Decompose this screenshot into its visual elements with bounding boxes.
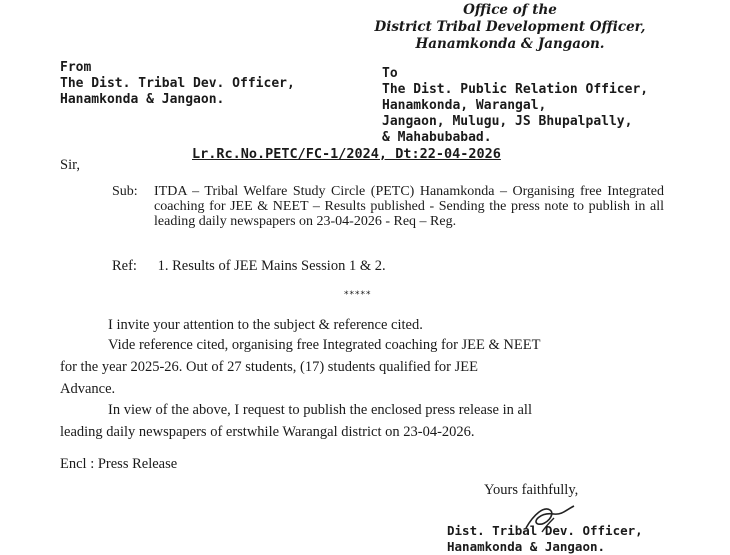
office-header xyxy=(340,2,680,53)
ref-block xyxy=(112,255,664,277)
from-line-1: The Dist. Tribal Dev. Officer, xyxy=(60,76,295,91)
signatory-line-2: Hanamkonda & Jangaon. xyxy=(447,539,606,554)
office-line-2: District Tribal Development Officer, xyxy=(374,19,646,35)
subject-text: ITDA – Tribal Welfare Study Circle (PETC) Hanamkonda – Organising free Integrated coaching for JEE & NEET – Results published - Sending the press note to publish in all leading daily newspapers on 23-04-2026 - Req – Reg. xyxy=(154,184,664,229)
paragraph-3-line-1: In view of the above, I request to publish the enclosed press release in all xyxy=(108,402,532,418)
paragraph-2-line-1: Vide reference cited, organising free Integrated coaching for JEE & NEET xyxy=(108,337,541,353)
salutation: Sir, xyxy=(60,157,80,173)
from-label: From xyxy=(60,60,92,75)
from-block xyxy=(60,60,295,108)
reference-number: Lr.Rc.No.PETC/FC-1/2024, Dt:22-04-2026 xyxy=(192,146,501,162)
to-line-2: Hanamkonda, Warangal, xyxy=(382,98,547,113)
signatory-block xyxy=(447,523,643,555)
paragraph-2-line-3: Advance. xyxy=(60,381,116,397)
paragraph-2-line-2: for the year 2025-26. Out of 27 students, (17) students qualified for JEE xyxy=(60,359,478,375)
paragraph-1: I invite your attention to the subject & reference cited. xyxy=(108,317,423,333)
to-label: To xyxy=(382,66,398,81)
ref-label: Ref: xyxy=(112,258,137,274)
office-line-1: Office of the xyxy=(463,2,557,18)
to-line-4: & Mahabubabad. xyxy=(382,130,492,145)
ref-text: 1. Results of JEE Mains Session 1 & 2. xyxy=(157,258,386,274)
enclosure: Encl : Press Release xyxy=(60,456,178,472)
to-line-1: The Dist. Public Relation Officer, xyxy=(382,82,649,97)
subject-label: Sub: xyxy=(112,184,138,199)
to-line-3: Jangaon, Mulugu, JS Bhupalpally, xyxy=(382,114,633,129)
from-line-2: Hanamkonda & Jangaon. xyxy=(60,92,225,107)
signatory-line-1: Dist. Tribal Dev. Officer, xyxy=(447,523,643,538)
separator-stars: ***** xyxy=(344,290,372,300)
paragraph-3-line-2: leading daily newspapers of erstwhile Warangal district on 23-04-2026. xyxy=(60,424,475,440)
subject-block xyxy=(112,184,664,248)
office-line-3: Hanamkonda & Jangaon. xyxy=(415,36,605,52)
yours-faithfully: Yours faithfully, xyxy=(484,482,579,498)
to-block xyxy=(382,66,648,146)
